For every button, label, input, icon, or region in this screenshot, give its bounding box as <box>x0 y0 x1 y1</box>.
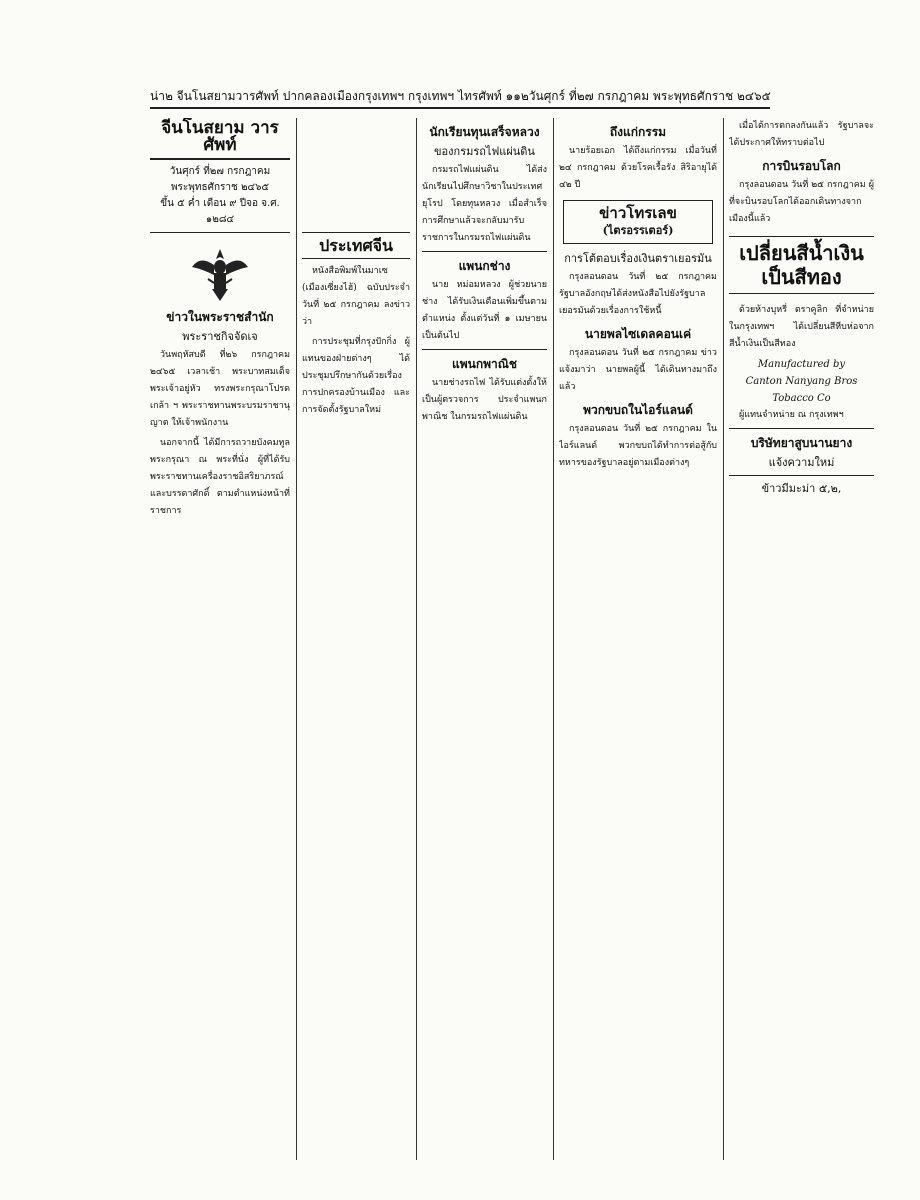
article-title: แพนกช่าง <box>458 259 511 273</box>
section-title: ข่าวในพระราชสำนัก <box>166 310 274 324</box>
divider <box>422 349 547 350</box>
column-3 <box>422 118 547 1160</box>
column-rule <box>723 118 724 1160</box>
boxed-title: ข่าวโทรเลข <box>599 204 677 222</box>
article-paragraph: กรุงลอนดอน วันที่ ๒๕ กรกฎาคม ในไอร์แลนด์ พวกขบถได้ทำการต่อสู้กับทหารของรัฐบาลอยู่ตามเมืองต่างๆ <box>559 424 717 468</box>
advertisement-headline: เปลี่ยนสีน้ำเงินเป็นสีทอง <box>729 236 874 294</box>
boxed-section-title <box>563 200 713 244</box>
section-subtitle: พระราชกิจจัดเจ <box>182 330 258 343</box>
advertiser-notice: แจ้งความใหม่ <box>768 456 835 469</box>
running-head <box>150 85 770 109</box>
article-paragraph: นาย หม่อมหลวง ผู้ช่วยนายช่าง ได้รับเงินเดือนเพิ่มขึ้นตามตำแหน่ง ตั้งแต่วันที่ ๑ เมษายน เป็นต้นไป <box>422 280 547 341</box>
article-paragraph: นอกจากนี้ ได้มีการถวายบังคมทูลพระกรุณา ณ พระที่นั่ง ผู้ที่ได้รับพระราชทานเครื่องราชอิสริยาภรณ์ และบรรดาศักดิ์ ตามตำแหน่งหน้าที่ราชการ <box>150 438 290 516</box>
article-paragraph: วันพฤหัสบดี ที่๒๖ กรกฎาคม ๒๔๖๕ เวลาเช้า พระบาทสมเด็จพระเจ้าอยู่หัว ทรงพระกรุณาโปรดเกล้า ฯ พระราชทานพระบรมราชานุญาต ให้เจ้าพนักงาน <box>150 350 290 428</box>
running-head-right: วันศุกร์ ที่๒๗ กรกฎาคม พระพุทธศักราช ๒๔๖๕ <box>528 88 771 103</box>
article-title: การบินรอบโลก <box>762 159 841 173</box>
article-paragraph: กรุงลอนดอน วันที่ ๒๕ กรกฎาคม รัฐบาลอังกฤษได้ส่งหนังสือไปยังรัฐบาลเยอรมันด้วยเรื่องการใช้หนี้ <box>559 272 717 316</box>
article-paragraph: เมื่อได้การตกลงกันแล้ว รัฐบาลจะได้ประกาศให้ทราบต่อไป <box>729 121 874 148</box>
column-4 <box>559 118 717 1160</box>
column-rule <box>553 118 554 1160</box>
article-paragraph: นายช่างรถไฟ ได้รับแต่งตั้งให้เป็นผู้ตรวจการ ประจำแพนกพาณิช ในกรมรถไฟแผ่นดิน <box>422 378 547 422</box>
divider <box>729 428 874 429</box>
article-paragraph: การประชุมที่กรุงปักกิ่ง ผู้แทนของฝ่ายต่างๆ ได้ประชุมปรึกษากันด้วยเรื่องการปกครองบ้านเมือง และการจัดตั้งรัฐบาลใหม่ <box>302 337 410 415</box>
article-title: ถึงแก่กรรม <box>609 125 667 139</box>
article-title: แพนกพาณิช <box>451 357 518 371</box>
article-paragraph: หนังสือพิมพ์ในมาเซ (เมืองเซี่ยงไฮ้) ฉบับประจำวันที่ ๒๕ กรกฎาคม ลงข่าวว่า <box>302 266 410 327</box>
running-head-left: น่า๒ จีนโนสยามวารศัพท์ ปากคลองเมืองกรุงเทพฯ กรุงเทพฯ ไทรศัพท์ ๑๑๒ <box>150 88 529 103</box>
article-paragraph: กรุงลอนดอน วันที่ ๒๕ กรกฎาคม ข่าวแจ้งมาว่า นายพลผู้นี้ ได้เดินทางมาถึงแล้ว <box>559 348 717 392</box>
article-paragraph: นายร้อยเอก ได้ถึงแก่กรรม เมื่อวันที่ ๒๔ กรกฎาคม ด้วยโรคเรื้อรัง สิริอายุได้ ๔๒ ปี <box>559 146 717 190</box>
article-paragraph: ผู้แทนจำหน่าย ณ กรุงเทพฯ <box>739 410 844 420</box>
section-title: ประเทศจีน <box>302 232 410 259</box>
dateline-1: วันศุกร์ ที่๒๗ กรกฎาคม พระพุทธศักราช ๒๔๖๕ <box>169 166 271 193</box>
continued-note: ข้าวมีมะม่า ๕,๒, <box>761 482 842 495</box>
column-2 <box>302 118 410 1160</box>
advertisement-latin-line: Canton Nanyang Bros Tobacco Co <box>745 376 858 404</box>
divider <box>422 251 547 252</box>
article-paragraph: กรมรถไฟแผ่นดิน ได้ส่งนักเรียนไปศึกษาวิชาในประเทศยุโรป โดยทุนหลวง เมื่อสำเร็จการศึกษาแล้วจะกลับมารับราชการในกรมรถไฟแผ่นดิน <box>422 165 547 243</box>
article-title: นายพลไซเดลคอนเค่ <box>584 327 692 341</box>
column-1 <box>150 118 290 1160</box>
advertisement-latin-line: Manufactured by <box>757 359 846 370</box>
article-paragraph: ด้วยห้างบุหรี่ ตราคูลิก ที่จำหน่ายในกรุงเทพฯ ได้เปลี่ยนสีหีบห่อจากสีน้ำเงินเป็นสีทอง <box>729 305 874 349</box>
dateline-2: ขึ้น ๕ ค่ำ เดือน ๙ ปีจอ จ.ศ. ๑๒๘๔ <box>160 198 280 225</box>
dateline <box>150 160 290 233</box>
boxed-caption: การโต้ตอบเรื่องเงินตราเยอรมัน <box>564 252 712 265</box>
article-paragraph: กรุงลอนดอน วันที่ ๒๕ กรกฎาคม ผู้ที่จะบินรอบโลกได้ออกเดินทางจากเมืองนี้แล้ว <box>729 180 874 224</box>
column-rule <box>296 118 297 1160</box>
article-subtitle: ของกรมรถไฟแผ่นดิน <box>434 145 535 158</box>
boxed-subtitle: (ไตรอรรเตอร์) <box>602 224 674 237</box>
article-title: พวกขบถในไอร์แลนด์ <box>583 403 693 417</box>
divider <box>729 475 874 476</box>
column-5 <box>729 118 874 1160</box>
article-title: นักเรียนทุนเสร็จหลวง <box>429 125 540 139</box>
garuda-emblem-icon <box>190 245 250 303</box>
advertiser-name: บริษัทยาสูบนานยาง <box>750 436 853 450</box>
column-rule <box>416 118 417 1160</box>
masthead: จีนโนสยาม วารศัพท์ <box>150 118 290 160</box>
